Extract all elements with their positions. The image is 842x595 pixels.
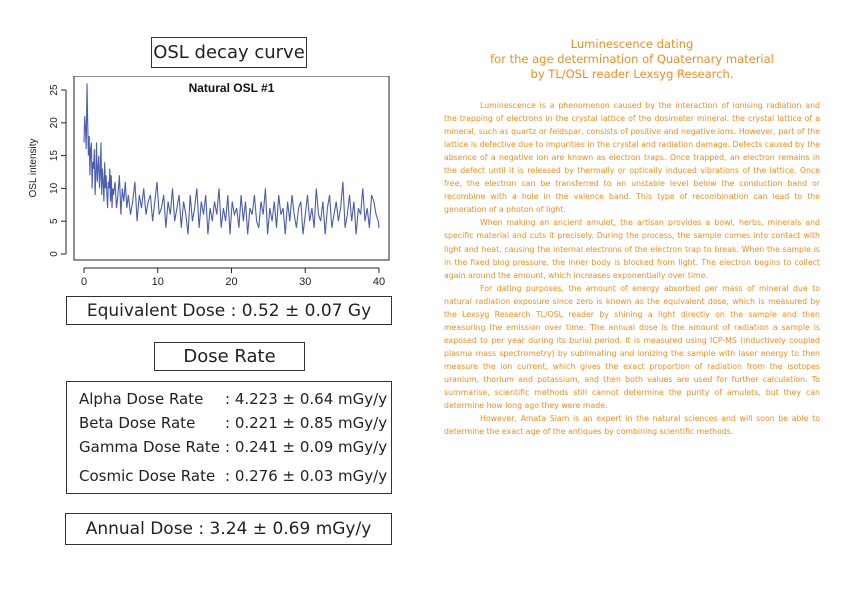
annual-dose: Annual Dose : 3.24 ± 0.69 mGy/y xyxy=(85,519,372,539)
dose-rate-value: : 0.221 ± 0.85 mGy/y xyxy=(225,414,388,432)
y-tick-label: 20 xyxy=(49,117,60,129)
x-tick-label: 0 xyxy=(80,276,88,288)
chart-title: Natural OSL #1 xyxy=(188,81,275,95)
x-tick-label: 40 xyxy=(372,276,386,288)
osl-series-line xyxy=(84,83,379,234)
article-title-line: Luminescence dating xyxy=(570,37,694,51)
equivalent-dose: Equivalent Dose : 0.52 ± 0.07 Gy xyxy=(86,300,372,321)
dose-rate-label: Alpha Dose Rate xyxy=(79,390,204,408)
dose-rate-value: : 4.223 ± 0.64 mGy/y xyxy=(225,390,388,408)
article-title-line: for the age determination of Quaternary material xyxy=(490,52,774,66)
y-axis-label: OSL intensity xyxy=(28,138,39,198)
y-tick-label: 25 xyxy=(49,84,60,96)
article-paragraph: However, Amata Siam is an expert in the natural sciences and will soon be able to determine the exact age of the antiques by combining scientific methods. xyxy=(444,414,820,437)
dose-rate-row xyxy=(79,390,387,408)
dose-rate-label: Gamma Dose Rate xyxy=(79,438,220,456)
y-tick-label: 0 xyxy=(49,251,60,257)
article-body xyxy=(444,99,820,438)
article-paragraph: Luminescence is a phenomenon caused by the interaction of ionising radiation and the trapping of electrons in the crystal lattice of the dosimeter mineral. the crystal lattice of a mineral, such as quartz or feldspar, consists of positive and negative ions. However, part of the lattice is defective due to impurities in the crystal and radiation damage. Defects caused by the absence of a negative ion are known as electron traps. Once trapped, an electron remains in the defect until it is released by thermally or optically induced vibrations of the lattice. Once free, the electron can be transferred to an unstable level below the conduction band or recombine with a hole in the valence band. This type of recombination can lead to the generation of a photon of light. xyxy=(444,101,820,215)
x-tick-label: 20 xyxy=(225,276,238,288)
equivalent-dose-box xyxy=(66,296,392,325)
dose-rate-value: : 0.241 ± 0.09 mGy/y xyxy=(225,438,388,456)
osl-title-box xyxy=(151,37,307,68)
osl-title: OSL decay curve xyxy=(153,42,305,63)
article-paragraph: When making an ancient amulet, the artisan provides a bowl, herbs, minerals and specific material and cuts it precisely. During the process, the sample comes into contact with light and heat, causing the internal electrons of the electron trap to break. When the sample is in the fixed blog pressure, the inner body is blocked from light. The electron begins to collect again around the amount, which increases exponentially over time. xyxy=(444,218,820,280)
plot-frame xyxy=(74,76,389,260)
x-tick-label: 10 xyxy=(151,276,164,288)
y-tick-label: 10 xyxy=(49,182,60,194)
dose-rate-title: Dose Rate xyxy=(183,346,276,367)
dose-rate-table xyxy=(66,381,392,494)
dose-rate-title-box xyxy=(154,342,305,371)
article-paragraph: For dating purposes, the amount of energy absorbed per mass of mineral due to natural radiation exposure since zero is known as the equivalent dose, which is measured by the Lexsyg Research TL/OSL reader by shining a light directly on the sample and then measuring the emission over time. The annual dose is the amount of radiation a sample is exposed to per year during its burial period. It is measured using ICP-MS (inductively coupled plasma mass spectrometry) by sublimating and ionizing the sample with laser energy to then measure the ion current, which gives the exact proportion of radiation from the isotopes uranium, thorium and potassium, and then both values are used for further calculation. To summarise, scientific methods still cannot determine the purity of amulets, but they can determine how long ago they were made. xyxy=(444,283,820,411)
osl-decay-chart xyxy=(27,76,397,288)
dose-rate-label: Beta Dose Rate xyxy=(79,414,196,432)
article-title-line: by TL/OSL reader Lexsyg Research. xyxy=(530,67,734,81)
article-title xyxy=(444,37,820,82)
annual-dose-box xyxy=(65,513,392,545)
dose-rate-label: Cosmic Dose Rate xyxy=(79,467,216,485)
dose-rate-row xyxy=(79,467,387,485)
dose-rate-row xyxy=(79,414,387,432)
x-tick-label: 30 xyxy=(299,276,312,288)
y-tick-label: 15 xyxy=(49,150,60,162)
y-tick-label: 5 xyxy=(49,218,60,224)
dose-rate-value: : 0.276 ± 0.03 mGy/y xyxy=(225,467,388,485)
dose-rate-row xyxy=(79,438,387,456)
